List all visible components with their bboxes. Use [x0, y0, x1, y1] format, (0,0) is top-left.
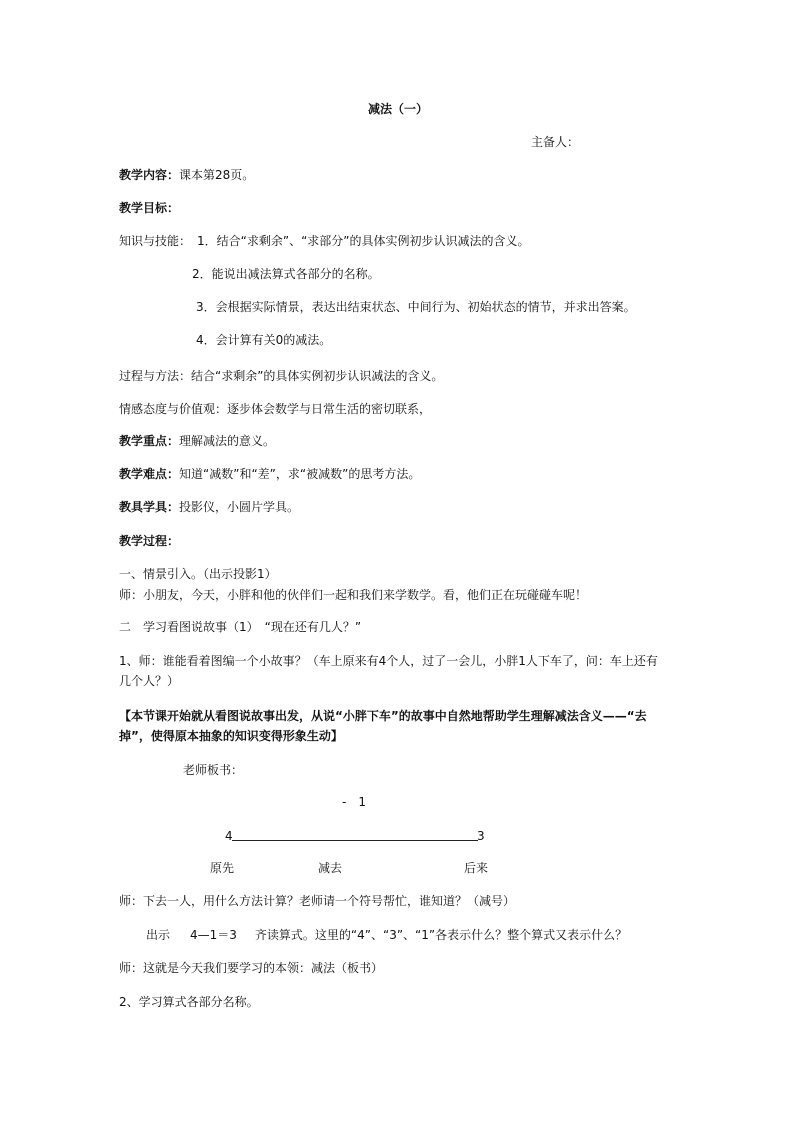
teacher-line-3: 师：这就是今天我们要学习的本领：减法（板书）: [119, 961, 384, 975]
knowledge-prefix: 知识与技能：: [119, 234, 192, 248]
tools-label: 教具学具：: [119, 500, 180, 514]
section-1-heading: 一、情景引入。（出示投影1）: [119, 567, 277, 581]
equation: 4—1＝3: [190, 928, 237, 942]
diagram-rule: [232, 840, 478, 841]
tools-text: 投影仪，小圆片学具。: [179, 500, 300, 514]
show-rest: 齐读算式。这里的“4”、“3”、“1”各表示什么？整个算式又表示什么？: [254, 928, 628, 942]
diagram-after-label: 后来: [464, 861, 489, 875]
item-2: 2、学习算式各部分名称。: [119, 995, 259, 1009]
page-title: 减法（一）: [368, 102, 429, 116]
goal-1-line: [119, 233, 530, 249]
process-method: 过程与方法：结合“求剩余”的具体实例初步认识减法的含义。: [119, 369, 444, 383]
key-point-line: [119, 433, 275, 449]
procedure-label: 教学过程：: [119, 534, 180, 548]
host-label: 主备人：: [531, 135, 580, 149]
key-point-label: 教学重点：: [119, 434, 180, 448]
tools-line: [119, 499, 299, 515]
difficulty-text: 知道“减数”和“差”，求“被减数”的思考方法。: [179, 467, 421, 481]
section-2-heading: 二 学习看图说故事（1） “现在还有几人？”: [119, 620, 362, 634]
goals-label: 教学目标：: [119, 201, 180, 215]
key-point-text: 理解减法的意义。: [179, 434, 276, 448]
show-equation-line: [146, 927, 627, 943]
diagram-left-number: 4: [225, 829, 233, 843]
diagram-subtract-label: 减去: [318, 861, 343, 875]
teaching-note-line-2: 掉”，使得原本抽象的知识变得形象生动】: [119, 729, 343, 743]
difficulty-label: 教学难点：: [119, 467, 180, 481]
emotion-goal: 情感态度与价值观：逐步体会数学与日常生活的密切联系，: [119, 402, 432, 416]
teacher-line-1: 师：小朋友，今天，小胖和他的伙伴们一起和我们来学数学。看，他们正在玩碰碰车呢！: [119, 588, 588, 602]
item-1-line-2: 几个人？）: [119, 674, 180, 688]
goal-4: 4．会计算有关0的减法。: [196, 333, 332, 347]
goal-2: 2．能说出减法算式各部分的名称。: [192, 267, 380, 281]
diagram-original-label: 原先: [210, 861, 235, 875]
teaching-note-line-1: 【本节课开始就从看图说故事出发，从说“小胖下车”的故事中自然地帮助学生理解减法含义——“去: [119, 709, 647, 723]
board-label: 老师板书：: [183, 763, 244, 777]
teacher-line-2: 师：下去一人，用什么方法计算？老师请一个符号帮忙，谁知道？（减号）: [119, 894, 516, 908]
difficulty-line: [119, 466, 420, 482]
goal-3: 3．会根据实际情景，表达出结束状态、中间行为、初始状态的情节，并求出答案。: [196, 300, 636, 314]
content-text: 课本第28页。: [179, 168, 255, 182]
content-line: [119, 167, 254, 183]
show-label: 出示: [146, 928, 171, 942]
content-label: 教学内容：: [119, 168, 180, 182]
goal-1: 1．结合“求剩余”、“求部分”的具体实例初步认识减法的含义。: [197, 234, 530, 248]
diagram-right-number: 3: [477, 829, 485, 843]
item-1-line-1: 1、师：谁能看着图编一个小故事？（车上原来有4个人，过了一会儿，小胖1人下车了，问：车上还有: [119, 654, 658, 668]
diagram-minus-label: - 1: [342, 795, 366, 809]
